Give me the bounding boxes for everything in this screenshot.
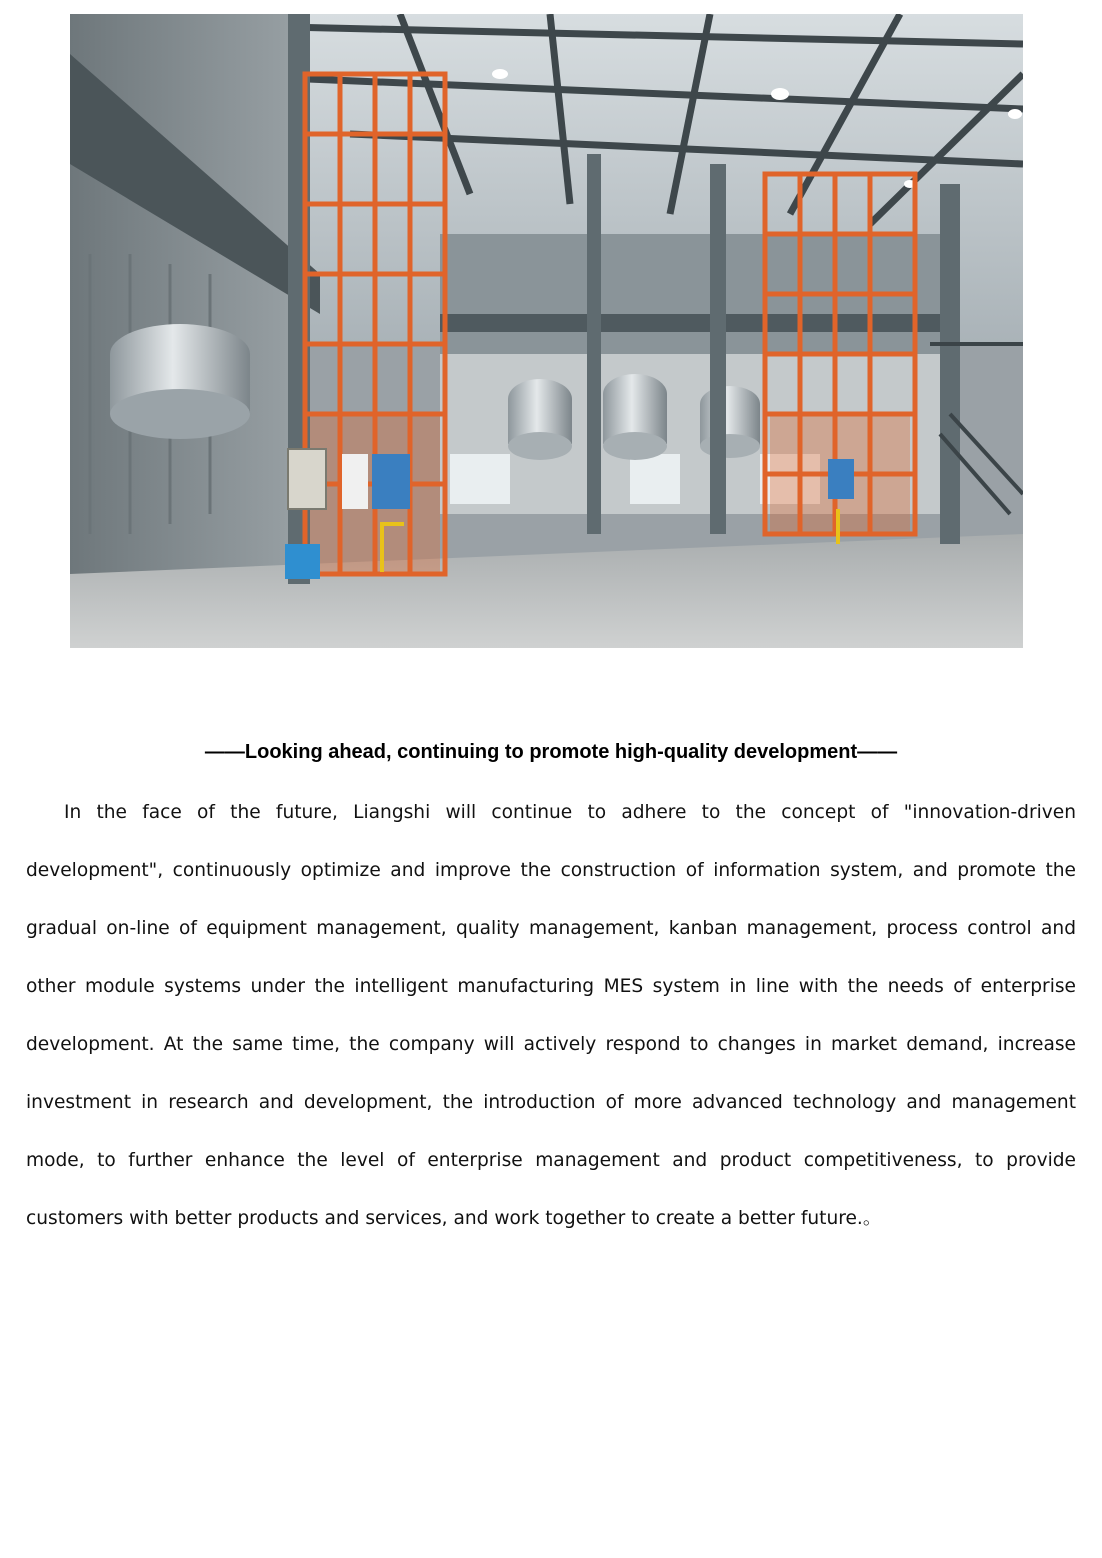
body-paragraph: In the face of the future, Liangshi will continue to adhere to the concept of "innovation-driven development", continuously optimize and improve the construction of information system, and promote the gradual on-line of equipment management, quality management, kanban management, process control and other module systems under the intelligent manufacturing MES system in line with the needs of enterprise development. At the same time, the company will actively respond to changes in market demand, increase investment in research and development, the introduction of more advanced technology and management mode, to further enhance the level of enterprise management and product competitiveness, to provide customers with better products and services, and work together to create a better future.。	[26, 802, 1076, 1229]
factory-interior-illustration	[70, 14, 1023, 648]
factory-photo	[70, 14, 1023, 648]
section-heading: ——Looking ahead, continuing to promote high-quality development——	[204, 741, 898, 763]
